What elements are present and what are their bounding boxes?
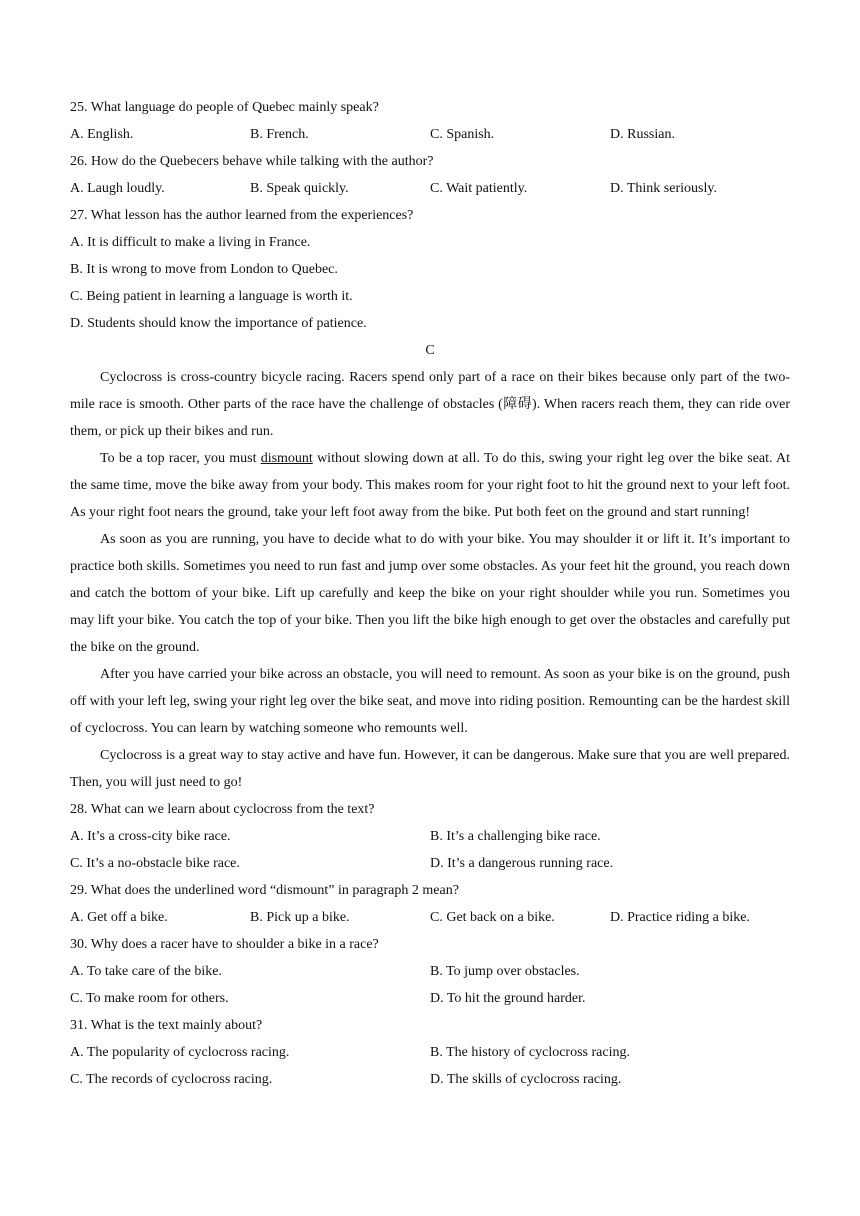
option-b: B. To jump over obstacles.: [430, 964, 580, 979]
option-b: B. French.: [250, 127, 309, 142]
passage-paragraph-2: [70, 445, 790, 526]
passage-paragraph-1: [70, 364, 790, 445]
option-a: A. Laugh loudly.: [70, 181, 165, 196]
option-d: D. Students should know the importance of patience.: [70, 316, 367, 331]
option-c: C. Wait patiently.: [430, 181, 528, 196]
option-d: D. Think seriously.: [610, 181, 717, 196]
option-a: A. English.: [70, 127, 134, 142]
option-c: C. Get back on a bike.: [430, 910, 555, 925]
option-a: A. It’s a cross-city bike race.: [70, 829, 231, 844]
question-31-options-row-2: [70, 1066, 790, 1093]
option-b: B. Pick up a bike.: [250, 910, 350, 925]
option-a: A. The popularity of cyclocross racing.: [70, 1045, 290, 1060]
question-25-options: [70, 121, 790, 148]
option-b: B. It is wrong to move from London to Quebec.: [70, 262, 338, 277]
option-a: A. To take care of the bike.: [70, 964, 222, 979]
option-a: A. It is difficult to make a living in France.: [70, 235, 311, 250]
option-d: D. Practice riding a bike.: [610, 910, 750, 925]
paragraph-text-after: without slowing down at all. To do this, swing your right leg over the bike seat. At the same time, move the bike away from your body. This makes room for your right foot to hit the ground next to your left foot. As your right foot nears the ground, take your left foot away from the bike. Put both feet on the ground and start running!: [70, 451, 790, 520]
option-c: C. To make room for others.: [70, 991, 229, 1006]
option-d: D. The skills of cyclocross racing.: [430, 1072, 622, 1087]
question-30-options-row-1: [70, 958, 790, 985]
question-28-options-row-1: [70, 823, 790, 850]
paragraph-text: Cyclocross is a great way to stay active and have fun. However, it can be dangerous. Make sure that you are well prepared. Then, you will just need to go!: [70, 748, 790, 790]
paragraph-text: After you have carried your bike across an obstacle, you will need to remount. As soon as your bike is on the ground, push off with your left leg, swing your right leg over the bike seat, and move into riding position. Remounting can be the hardest skill of cyclocross. You can learn by watching someone who remounts well.: [70, 667, 790, 736]
passage-label: C: [425, 343, 435, 358]
question-31-stem: 31. What is the text mainly about?: [70, 1018, 263, 1033]
option-c: C. The records of cyclocross racing.: [70, 1072, 273, 1087]
question-30-stem: 30. Why does a racer have to shoulder a bike in a race?: [70, 937, 379, 952]
option-c: C. Being patient in learning a language is worth it.: [70, 289, 353, 304]
paragraph-text-before: To be a top racer, you must: [100, 451, 261, 466]
option-d: D. It’s a dangerous running race.: [430, 856, 614, 871]
question-31-options-row-1: [70, 1039, 790, 1066]
option-b: B. Speak quickly.: [250, 181, 349, 196]
option-c: C. Spanish.: [430, 127, 495, 142]
passage-paragraph-4: [70, 661, 790, 742]
passage-paragraph-3: [70, 526, 790, 661]
underlined-word: dismount: [260, 451, 313, 466]
question-25-stem: 25. What language do people of Quebec mainly speak?: [70, 100, 379, 115]
passage-paragraph-5: [70, 742, 790, 796]
option-d: D. Russian.: [610, 127, 675, 142]
paragraph-text: As soon as you are running, you have to decide what to do with your bike. You may shoulder it or lift it. It’s important to practice both skills. Sometimes you need to run fast and jump over some obstacles. As your feet hit the ground, you reach down and catch the bottom of your bike. Lift up carefully and keep the bike on your right shoulder while you run. Sometimes you may lift your bike. You catch the top of your bike. Then you lift the bike high enough to get over the obstacles and carefully put the bike on the ground.: [70, 532, 790, 655]
question-27-stem: 27. What lesson has the author learned from the experiences?: [70, 208, 414, 223]
question-26-stem: 26. How do the Quebecers behave while talking with the author?: [70, 154, 434, 169]
option-b: B. The history of cyclocross racing.: [430, 1045, 630, 1060]
question-29-options: [70, 904, 790, 931]
question-29-stem: 29. What does the underlined word “dismount” in paragraph 2 mean?: [70, 883, 459, 898]
question-28-options-row-2: [70, 850, 790, 877]
option-c: C. It’s a no-obstacle bike race.: [70, 856, 240, 871]
option-d: D. To hit the ground harder.: [430, 991, 586, 1006]
question-28-stem: 28. What can we learn about cyclocross from the text?: [70, 802, 375, 817]
option-a: A. Get off a bike.: [70, 910, 168, 925]
question-26-options: [70, 175, 790, 202]
option-b: B. It’s a challenging bike race.: [430, 829, 601, 844]
paragraph-text: Cyclocross is cross-country bicycle racing. Racers spend only part of a race on their bikes because only part of the two-mile race is smooth. Other parts of the race have the challenge of obstacles (障碍). When racers reach them, they can ride over them, or pick up their bikes and run.: [70, 370, 790, 439]
document-content: [70, 94, 790, 1093]
question-30-options-row-2: [70, 985, 790, 1012]
